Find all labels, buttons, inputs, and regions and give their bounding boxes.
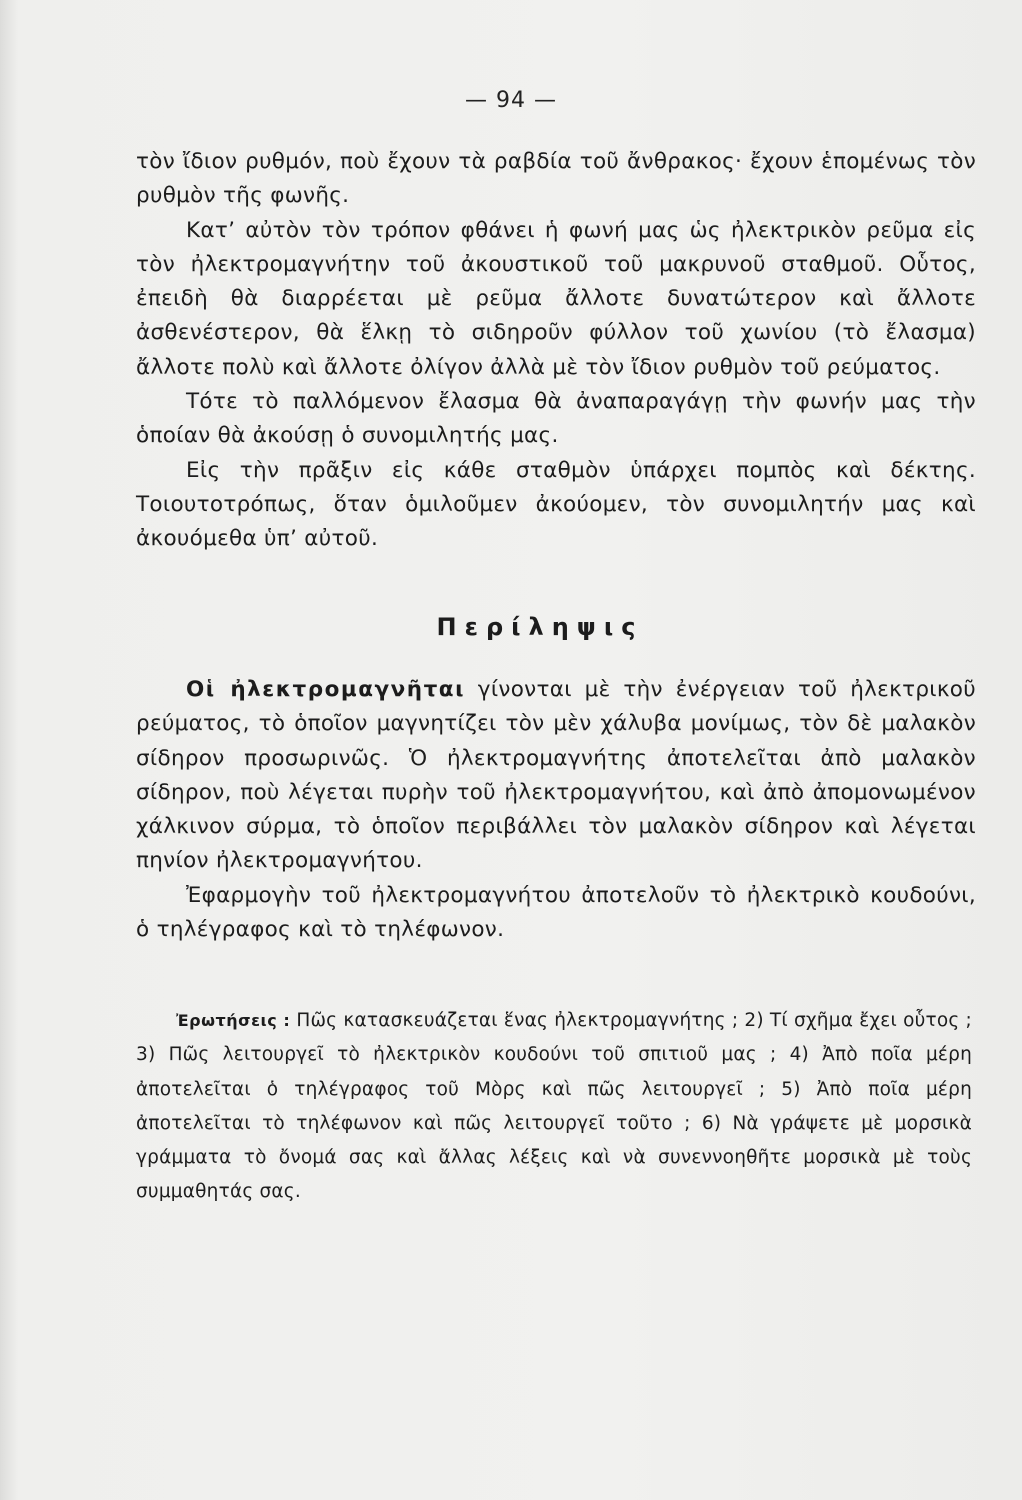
summary-text-1: γίνονται μὲ τὴν ἐνέργειαν τοῦ ἠλεκτρικοῦ ρεύματος, τὸ ὁποῖον μαγνητίζει τὸν μὲν χάλυβα μονίμως, τὸν δὲ μαλακὸν σίδηρον προσωρινῶς. Ὁ ἠλεκτρομαγνήτης ἀποτελεῖται ἀπὸ μαλακὸν σίδηρον, ποὺ λέγεται πυρὴν τοῦ ἠλεκτρομαγνήτου, καὶ ἀπὸ ἀπομονωμένον χάλκινον σύρμα, τὸ ὁποῖον περιβάλλει τὸν μαλακὸν σίδηρον καὶ λέγεται πηνίον ἠλεκτρομαγνήτου.: [136, 677, 977, 874]
paragraph-1: τὸν ἴδιον ρυθμόν, ποὺ ἔχουν τὰ ραβδία τοῦ ἄνθρακος· ἔχουν ἑπομένως τὸν ρυθμὸν τῆς φωνῆς.: [136, 149, 976, 209]
paragraph-4: Εἰς τὴν πρᾶξιν εἰς κάθε σταθμὸν ὑπάρχει πομπὸς καὶ δέκτης. Τοιουτοτρόπως, ὅταν ὁμιλοῦμεν ἀκούομεν, τὸν συνομιλητήν μας καὶ ἀκουόμεθα ὑπ’ αὐτοῦ.: [136, 457, 976, 552]
summary-section: [136, 673, 976, 947]
questions-paragraph: [136, 1004, 972, 1210]
summary-term: Οἱ ἠλεκτρομαγνῆται: [186, 677, 465, 702]
summary-paragraph-1: [136, 673, 976, 879]
page-number: — 94 —: [465, 88, 557, 113]
questions-section: [136, 1004, 972, 1210]
summary-paragraph-2: Ἐφαρμογὴν τοῦ ἠλεκτρομαγνήτου ἀποτελοῦν τὸ ἠλεκτρικὸ κουδούνι, ὁ τηλέγραφος καὶ τὸ τηλέφωνον.: [136, 882, 976, 943]
body-text: [136, 145, 976, 557]
summary-heading: Περίληψις: [436, 613, 644, 641]
questions-text: Πῶς κατασκευάζεται ἕνας ἠλεκτρομαγνήτης ; 2) Τί σχῆμα ἔχει οὗτος ; 3) Πῶς λειτουργεῖ τὸ ἠλεκτρικὸν κουδούνι τοῦ σπιτιοῦ μας ; 4) Ἀπὸ ποῖα μέρη ἀποτελεῖται ὁ τηλέγραφος τοῦ Μὸρς καὶ πῶς λειτουργεῖ ; 5) Ἀπὸ ποῖα μέρη ἀποτελεῖται τὸ τηλέφωνον καὶ πῶς λειτουργεῖ τοῦτο ; 6) Νὰ γράψετε μὲ μορσικὰ γράμματα τὸ ὄνομά σας καὶ ἄλλας λέξεις καὶ νὰ συνεννοηθῆτε μορσικὰ μὲ τοὺς συμμαθητάς σας.: [136, 1010, 972, 1203]
paragraph-2: Κατ’ αὐτὸν τὸν τρόπον φθάνει ἡ φωνή μας ὡς ἠλεκτρικὸν ρεῦμα εἰς τὸν ἠλεκτρομαγνήτην τοῦ ἀκουστικοῦ τοῦ μακρυνοῦ σταθμοῦ. Οὗτος, ἐπειδὴ θὰ διαρρέεται μὲ ρεῦμα ἄλλοτε δυνατώτερον καὶ ἄλλοτε ἀσθενέστερον, θὰ ἕλκῃ τὸ σιδηροῦν φύλλον τοῦ χωνίου (τὸ ἔλασμα) ἄλλοτε πολὺ καὶ ἄλλοτε ὀλίγον ἀλλὰ μὲ τὸν ἴδιον ρυθμὸν τοῦ ρεύματος.: [136, 217, 976, 380]
paragraph-3: Τότε τὸ παλλόμενον ἔλασμα θὰ ἀναπαραγάγῃ τὴν φωνήν μας τὴν ὁποίαν θὰ ἀκούσῃ ὁ συνομιλητής μας.: [136, 389, 976, 449]
questions-label: Ἐρωτήσεις :: [176, 1011, 291, 1030]
